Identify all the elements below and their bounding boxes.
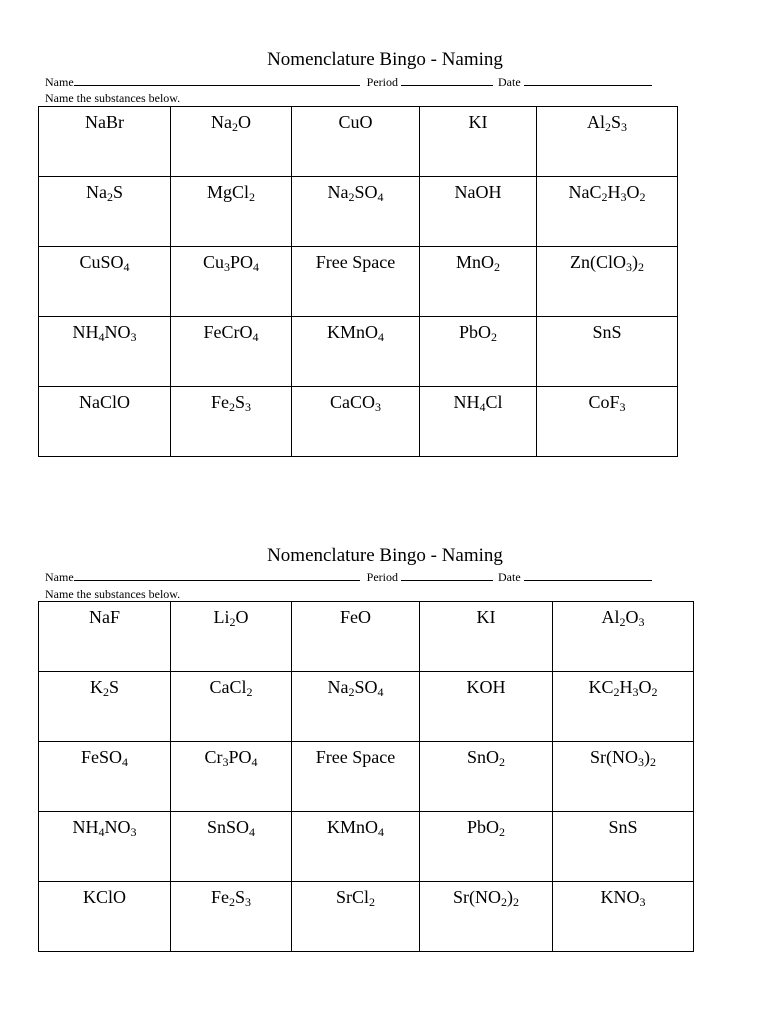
formula-text: KMnO$_4$: [326, 322, 384, 344]
bingo-cell[interactable]: [420, 387, 537, 457]
bingo-cell[interactable]: [39, 812, 171, 882]
bingo-grid-body: [39, 107, 678, 457]
formula-text: $Al_2O_3$: [601, 607, 645, 629]
period-label: Period: [366, 75, 398, 89]
formula-text: $Sr(NO_3)_2$: [590, 747, 656, 769]
bingo-row: [39, 602, 694, 672]
date-field[interactable]: [524, 569, 652, 581]
bingo-cell[interactable]: [553, 882, 694, 952]
bingo-cell[interactable]: [171, 882, 292, 952]
formula-text: PbO$_2$: [466, 817, 505, 839]
bingo-cell[interactable]: [171, 247, 292, 317]
formula-text: KOH: [466, 677, 506, 697]
instructions: Name the substances below.: [45, 587, 181, 601]
bingo-row: [39, 672, 694, 742]
bingo-row: [39, 882, 694, 952]
formula-text: $Na_2SO_4$: [327, 677, 384, 699]
bingo-cell[interactable]: [553, 602, 694, 672]
bingo-cell[interactable]: [420, 247, 537, 317]
student-info-row: [45, 74, 652, 89]
formula-text: $Sr(NO_2)_2$: [453, 887, 519, 909]
bingo-row: [39, 742, 694, 812]
bingo-cell[interactable]: [171, 177, 292, 247]
formula-text: KI: [476, 607, 496, 627]
bingo-grid: [38, 106, 678, 457]
formula-text: $NH_4Cl$: [453, 392, 503, 414]
bingo-cell[interactable]: [39, 317, 171, 387]
formula-text: $Na_2SO_4$: [327, 182, 384, 204]
formula-text: MgCl$_2$: [206, 182, 255, 204]
bingo-cell[interactable]: [171, 602, 292, 672]
bingo-row: [39, 317, 678, 387]
formula-text: MnO$_2$: [455, 252, 500, 274]
bingo-cell[interactable]: [39, 107, 171, 177]
name-label: Name: [45, 570, 74, 584]
date-label: Date: [498, 570, 521, 584]
formula-text: SnSO$_4$: [206, 817, 256, 839]
worksheet-title: Nomenclature Bingo - Naming: [267, 49, 503, 70]
bingo-cell[interactable]: [171, 317, 292, 387]
bingo-cell[interactable]: [292, 387, 420, 457]
bingo-cell[interactable]: [420, 672, 553, 742]
formula-text: FeCrO$_4$: [203, 322, 259, 344]
instructions: Name the substances below.: [45, 91, 181, 105]
formula-text: $NaC_2H_3O_2$: [568, 182, 646, 204]
bingo-cell[interactable]: [171, 387, 292, 457]
bingo-cell[interactable]: [292, 602, 420, 672]
formula-text: $Fe_2S_3$: [210, 392, 251, 414]
bingo-cell[interactable]: [292, 812, 420, 882]
student-info-row: [45, 569, 652, 584]
bingo-cell[interactable]: [420, 317, 537, 387]
bingo-cell[interactable]: [39, 247, 171, 317]
formula-text: $Fe_2S_3$: [210, 887, 251, 909]
period-label: Period: [366, 570, 398, 584]
formula-text: KMnO$_4$: [326, 817, 384, 839]
worksheet-title: Nomenclature Bingo - Naming: [267, 545, 503, 566]
formula-text: $Zn(ClO_3)_2$: [570, 252, 644, 274]
bingo-cell[interactable]: [537, 107, 678, 177]
date-field[interactable]: [524, 74, 652, 86]
formula-text: $Al_2S_3$: [586, 112, 627, 134]
bingo-cell[interactable]: [553, 672, 694, 742]
bingo-row: [39, 247, 678, 317]
bingo-cell[interactable]: [292, 882, 420, 952]
bingo-grid-body: [39, 602, 694, 952]
name-label: Name: [45, 75, 74, 89]
formula-text: KClO: [82, 887, 126, 907]
bingo-cell[interactable]: [537, 387, 678, 457]
bingo-row: [39, 177, 678, 247]
bingo-cell[interactable]: [292, 177, 420, 247]
formula-text: $Li_2O$: [213, 607, 249, 629]
bingo-grid: [38, 601, 694, 952]
formula-text: $K_2S$: [89, 677, 119, 699]
bingo-cell[interactable]: [39, 177, 171, 247]
formula-text: $NH_4NO_3$: [72, 817, 137, 839]
bingo-cell[interactable]: [39, 387, 171, 457]
bingo-cell[interactable]: [537, 247, 678, 317]
free-space-cell[interactable]: [292, 247, 420, 317]
bingo-cell[interactable]: [553, 812, 694, 882]
formula-text: $Na_2O$: [211, 112, 251, 134]
formula-text: $Na_2S$: [85, 182, 123, 204]
bingo-cell[interactable]: [420, 177, 537, 247]
bingo-cell[interactable]: [171, 107, 292, 177]
formula-text: CuSO$_4$: [79, 252, 130, 274]
formula-text: $KC_2H_3O_2$: [588, 677, 658, 699]
bingo-cell[interactable]: [420, 602, 553, 672]
name-field[interactable]: [74, 74, 360, 86]
formula-text: $KNO_3$: [600, 887, 646, 909]
bingo-cell[interactable]: [537, 317, 678, 387]
free-space-cell[interactable]: [292, 742, 420, 812]
formula-text: SnO$_2$: [466, 747, 505, 769]
period-field[interactable]: [401, 74, 493, 86]
bingo-cell[interactable]: [39, 602, 171, 672]
bingo-cell[interactable]: [171, 742, 292, 812]
formula-text: Free Space: [315, 747, 396, 767]
bingo-cell[interactable]: [420, 742, 553, 812]
formula-text: CaCl$_2$: [209, 677, 253, 699]
formula-text: FeSO$_4$: [80, 747, 128, 769]
bingo-cell[interactable]: [171, 812, 292, 882]
formula-text: CuO: [338, 112, 373, 132]
period-field[interactable]: [401, 569, 493, 581]
bingo-row: [39, 812, 694, 882]
formula-text: SrCl$_2$: [335, 887, 375, 909]
formula-text: FeO: [340, 607, 371, 627]
bingo-cell[interactable]: [292, 317, 420, 387]
bingo-cell[interactable]: [420, 107, 537, 177]
formula-text: NaOH: [454, 182, 502, 202]
bingo-row: [39, 107, 678, 177]
formula-text: NaF: [89, 607, 120, 627]
bingo-cell[interactable]: [553, 742, 694, 812]
bingo-cell[interactable]: [39, 882, 171, 952]
bingo-cell[interactable]: [420, 812, 553, 882]
name-field[interactable]: [74, 569, 360, 581]
formula-text: CoF$_3$: [588, 392, 626, 414]
bingo-cell[interactable]: [292, 672, 420, 742]
formula-text: $Cr_3PO_4$: [204, 747, 258, 769]
bingo-cell[interactable]: [39, 672, 171, 742]
bingo-row: [39, 387, 678, 457]
formula-text: NaClO: [79, 392, 130, 412]
formula-text: $NH_4NO_3$: [72, 322, 137, 344]
formula-text: PbO$_2$: [458, 322, 497, 344]
formula-text: SnS: [608, 817, 638, 837]
formula-text: NaBr: [85, 112, 124, 132]
bingo-cell[interactable]: [537, 177, 678, 247]
formula-text: CaCO$_3$: [330, 392, 381, 414]
bingo-cell[interactable]: [39, 742, 171, 812]
bingo-cell[interactable]: [171, 672, 292, 742]
bingo-cell[interactable]: [292, 107, 420, 177]
formula-text: KI: [468, 112, 488, 132]
formula-text: SnS: [592, 322, 622, 342]
bingo-cell[interactable]: [420, 882, 553, 952]
formula-text: $Cu_3PO_4$: [202, 252, 260, 274]
date-label: Date: [498, 75, 521, 89]
formula-text: Free Space: [315, 252, 396, 272]
